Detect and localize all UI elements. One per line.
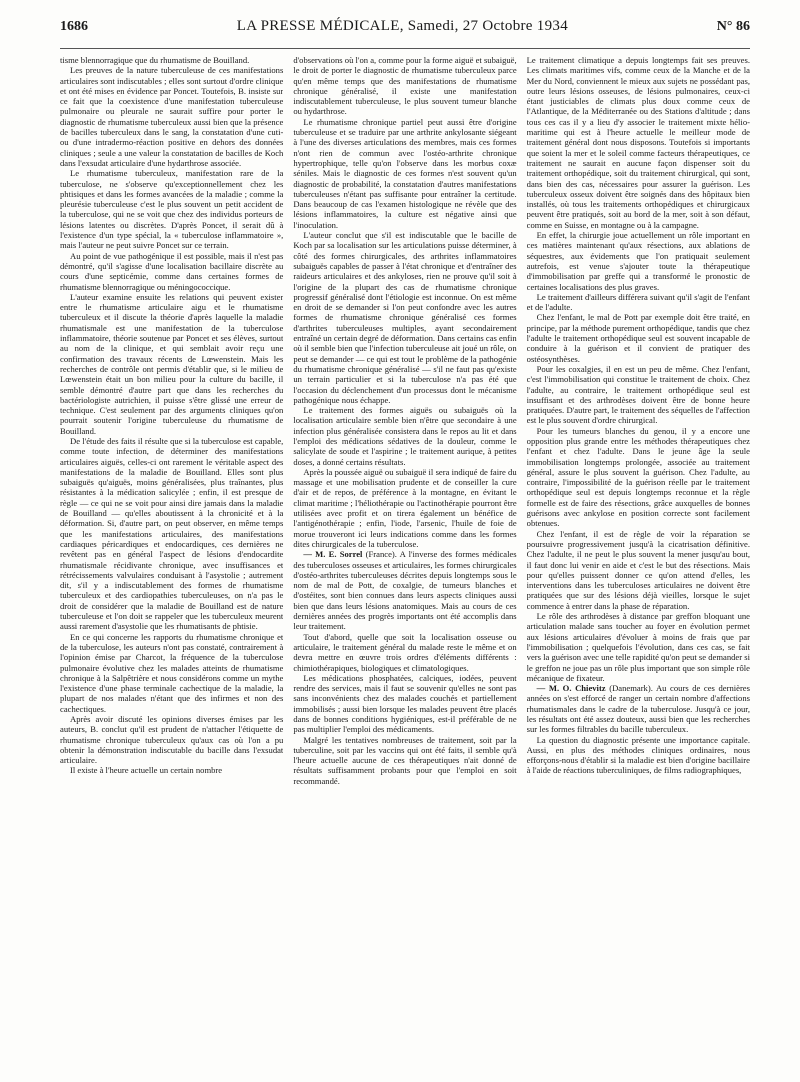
paragraph-text: Chez l'enfant, le mal de Pott par exemple doit être traité, en principe, par la méthode purement orthopédique, tandis que chez l'adulte le traitement orthopédique seul est souvent incapable de conduire à la guérison et il convient de pratiquer des ostéosynthèses.	[526, 312, 750, 364]
paragraph	[527, 529, 750, 611]
paragraph-text: Il existe à l'heure actuelle un certain nombre	[70, 765, 223, 776]
paragraph-text: En effet, la chirurgie joue actuellement un rôle important en ces matières maintenant qu'aux résections, aux ablations de séquestres, aux évidements que l'on pratiquait seulement autrefois, est venue s'ajouter toute la thérapeutique d'immobilisation par greffe qui a transformé le pronostic de certaines localisations des plus graves.	[526, 230, 750, 292]
paragraph	[60, 714, 283, 765]
article-columns	[60, 55, 750, 1069]
paragraph-text: Pour les tumeurs blanches du genou, il y a encore une opposition plus grande entre les méthodes thérapeutiques chez l'enfant et chez l'adulte. Dans le jeune âge la seule immobilisation longtemps prolongée, associée au traitement général, assure le plus souvent la guérison. Chez l'adulte, au contraire, l'impossibilité de la guérison réelle par le traitement orthopédique seul est depuis longtemps reconnue et la règle formelle est de faire des résections, grâce auxquelles de bonnes guérisons avec ankylose en position correcte sont facilement obtenues.	[526, 425, 750, 529]
paragraph	[527, 364, 750, 426]
paragraph-text: (France). A l'inverse des formes médicales des tuberculoses osseuses et articulaires, les formes chirurgicales d'ostéo-arthrites tuberculeuses décrites depuis longtemps sous le nom de mal de Pott, de coxalgie, de tumeurs blanches et d'ostéites, sont bien connues dans leurs aspects cliniques aussi bien que dans leurs lésions anatomiques. Mais au cours de ces dernières années des progrès importants ont été accomplis dans leur traitement.	[293, 549, 517, 632]
paragraph	[60, 765, 283, 775]
paragraph	[527, 55, 750, 230]
masthead: LA PRESSE MÉDICALE, Samedi, 27 Octobre 1934	[236, 18, 568, 34]
paragraph	[293, 117, 516, 230]
author-name: — M. O. Chievitz	[536, 683, 606, 694]
paragraph	[527, 683, 750, 734]
paragraph-text: tisme blennorragique que du rhumatisme de Bouilland.	[60, 55, 250, 65]
paragraph-text: Au point de vue pathogénique il est possible, mais il n'est pas démontré, qu'il s'agisse d'une localisation bacillaire discrète au cours d'une septicémie, comme dans certaines formes de rhumatisme blennorragique ou méningococcique.	[60, 250, 284, 292]
paragraph	[293, 549, 516, 631]
paragraph	[60, 65, 283, 168]
paragraph	[527, 230, 750, 292]
page-number: 1686	[60, 19, 88, 34]
paragraph	[293, 735, 516, 786]
paragraph	[293, 405, 516, 467]
paragraph	[527, 611, 750, 683]
paragraph-text: L'auteur conclut que s'il est indiscutable que le bacille de Koch par sa localisation sur les articulations puisse déterminer, à côté des formes chirurgicales, des arthrites inflammatoires subaiguës capables de passer à l'état chronique et d'entraîner des raideurs articulaires et des ankyloses, rien ne prouve qu'il soit à l'origine de la plupart des cas de rhumatisme chronique progressif généralisé dont l'étiologie est inconnue. On est même en droit de se demander si l'on peut confondre avec les autres formes de rhumatisme chronique généralisé ces formes d'arthrites tuberculeuses multiples, ayant secondairement entraîné un certain degré de déformation. Dans certains cas enfin où il semble bien que l'infection tuberculeuse ait joué un rôle, on peut se demander — ce qui est tout le problème de la pathogénie du rhumatisme chronique généralisé — s'il ne faut pas qu'existe un terrain particulier et si la tuberculose n'a pas été que l'occasion du déclenchement d'un processus dont le mécanisme pathogénique nous échappe.	[293, 230, 517, 405]
issue-number: N° 86	[716, 19, 750, 34]
paragraph-text: Le rhumatisme tuberculeux, manifestation rare de la tuberculose, ne s'observe qu'exceptionnellement chez les phtisiques et dans les formes avancées de la maladie ; comme la pleurésie tuberculeuse c'est le plus souvent un petit accident de la tuberculose, qui ne se voit que chez des individus porteurs de lésions latentes ou discrètes. D'après Poncet, il serait dû à l'existence d'un type spécial, la « tuberculose inflammatoire », mais l'auteur ne peut suivre Poncet sur ce terrain.	[60, 168, 284, 251]
paragraph-text: Le rhumatisme chronique partiel peut aussi être d'origine tuberculeuse et se traduire par une arthrite ankylosante siégeant à l'une des diverses articulations des membres, mais ces formes n'ont rien de commun avec l'ostéo-arthrite chronique hypertrophique, telle qu'on l'observe dans les morbus coxæ séniles. Mais le diagnostic de ces formes n'est souvent qu'un diagnostic de probabilité, la constatation d'autres manifestations tuberculeuses n'étant pas suffisante pour entraîner la certitude. Dans beaucoup de cas l'examen histologique ne révèle que des lésions inflammatoires, la culture est négative ainsi que l'inoculation.	[293, 116, 517, 230]
paragraph	[60, 168, 283, 250]
paragraph	[527, 292, 750, 313]
column-middle	[293, 55, 516, 1069]
paragraph-text: (Danemark). Au cours de ces dernières années on s'est efforcé de ranger un certain nombre d'affections rhumatismales dans le cadre de la tuberculose. Jusqu'à ce jour, les résultats ont été assez douteux, aussi bien que les recherches sur les formes filtrables du bacille tuberculeux.	[526, 683, 750, 735]
paragraph-text: De l'étude des faits il résulte que si la tuberculose est capable, comme toute infection, de déterminer des manifestations articulaires aiguës, celles-ci ont rarement le véritable aspect des manifestations de la maladie de Bouilland. Elles sont plus subaiguës qu'aiguës, moins généralisées, plus traînantes, plus résistantes à la médication salicylée ; enfin, il est presque de règle — ce qui ne se voit pour ainsi dire jamais dans la maladie de Bouilland — qu'elles aboutissent à la chronicité et à la déformation. Si, d'autre part, on peut observer, en même temps que les manifestations articulaires, des manifestations cardiaques péricardiques et endocardiques, ces dernières ne revêtent pas en général l'aspect de lésions d'endocardite rhumatismale récidivante chronique, avec insuffisances et rétrécissements valvulaires conduisant à l'asystolie ; autrement dit, s'il y a indiscutablement des formes de rhumatisme tuberculeux et des cardiopathies tuberculeuses, on n'a pas le droit de considérer que la maladie de Bouilland est de nature tuberculeuse et l'on doit se rappeler que les tuberculeux meurent aussi rarement d'asystolie que les rhumatisants de phtisie.	[60, 435, 284, 632]
paragraph-text: La question du diagnostic présente une importance capitale. Aussi, en plus des méthodes cliniques ordinaires, nous efforçons-nous d'établir si la maladie est bien d'origine bacillaire à l'aide de réactions tuberculiniques, de films radiographiques,	[526, 734, 750, 776]
paragraph	[293, 230, 516, 405]
paragraph	[60, 436, 283, 632]
paragraph	[293, 55, 516, 117]
paragraph	[293, 673, 516, 735]
paragraph-text: Les preuves de la nature tuberculeuse de ces manifestations articulaires sont indiscutables ; elles sont surtout d'ordre clinique et ont été mises en évidence par Poncet. Toutefois, B. insiste sur ce fait que la coexistence d'une manifestation tuberculeuse pulmonaire ou pleurale ne saurait suffire pour porter le diagnostic de rhumatisme tuberculeux aussi bien que la présence de bacilles tuberculeux dans le sang, la constatation d'une cuti- ou d'une intradermo-réaction positive en dehors des données cliniques ; seule a une valeur la constatation de bacilles de Koch dans l'exsudat articulaire d'une hydarthrose associée.	[60, 65, 284, 168]
paragraph	[293, 467, 516, 549]
paragraph-text: Le traitement des formes aiguës ou subaiguës où la localisation articulaire semble bien n'être que secondaire à une infection plus généralisée consistera dans le repos au lit et dans l'emploi des médications sédatives de la douleur, comme le salicylate de soude et l'aspirine ; le traitement aurique, à petites doses, a donné certains résultats.	[293, 405, 517, 467]
paragraph-text: Après la poussée aiguë ou subaiguë il sera indiqué de faire du massage et une mobilisation prudente et de conseiller la cure d'air et de repos, de préférence à la montagne, en évitant le climat maritime ; l'héliothérapie ou l'actinothérapie pourront être utilisées avec profit et on tirera également un bénéfice de l'antigénothérapie ; enfin, l'iode, l'arsenic, l'huile de foie de morue trouveront ici leurs indications comme dans les formes dites chirurgicales de la tuberculose.	[293, 466, 517, 549]
page-header	[60, 18, 750, 49]
paragraph-text: Pour les coxalgies, il en est un peu de même. Chez l'enfant, c'est l'immobilisation qui constitue le traitement de choix. Chez l'adulte, au contraire, le traitement orthopédique seul est insuffisant et des arthrodèses doivent être de bonne heure pratiquées. D'autre part, le traitement des séquelles de l'affection est le plus souvent d'ordre chirurgical.	[526, 363, 750, 426]
paragraph	[527, 426, 750, 529]
author-name: — M. E. Sorrel	[303, 549, 363, 560]
paragraph-text: Après avoir discuté les opinions diverses émises par les auteurs, B. conclut qu'il est prudent de n'attacher l'étiquette de rhumatisme chronique tuberculeux qu'aux cas où l'on a pu obtenir la démonstration indiscutable du bacille dans l'exsudat articulaire.	[60, 714, 284, 766]
paragraph	[60, 251, 283, 292]
paragraph-text: d'observations où l'on a, comme pour la forme aiguë et subaiguë, le droit de porter le diagnostic de rhumatisme tuberculeux parce qu'en même temps que des manifestations de rhumatisme chronique généralisé, il existe une manifestation indiscutablement tuberculeuse, le plus souvent tumeur blanche ou hydarthrose.	[293, 55, 517, 117]
paragraph	[60, 292, 283, 436]
paragraph-text: Tout d'abord, quelle que soit la localisation osseuse ou articulaire, le traitement général du malade reste le même et on devra mettre en œuvre trois ordres d'éléments différents : chimiothérapiques, biologiques et climatologiques.	[293, 631, 517, 673]
paragraph-text: L'auteur examine ensuite les relations qui peuvent exister entre le rhumatisme articulaire aigu et le rhumatisme tuberculeux et il discute la théorie d'après laquelle la maladie rhumatismale est une manifestation de la tuberculose inflammatoire, théorie soutenue par Poncet et ses élèves, surtout au nom de la clinique, et qui semblait avoir reçu une confirmation des travaux récents de Lœwenstein. Mais les recherches de contrôle ont permis d'établir que, si le milieu de Lœwenstein était un bon milieu pour la culture du bacille, il semble démontré d'autre part que dans les recherches du bactériologiste autrichien, il puisse s'être glissé une erreur de technique. C'est seulement par des arguments cliniques qu'on pourrait soutenir l'origine tuberculeuse du rhumatisme de Bouilland.	[60, 291, 284, 436]
paragraph	[60, 55, 283, 65]
paragraph-text: Le traitement climatique a depuis longtemps fait ses preuves. Les climats maritimes vifs, comme ceux de la Manche et de la Mer du Nord, conviennent le mieux aux sujets ne possédant pas, outre leurs lésions osseuses, de lésions pulmonaires, ceux-ci étant justiciables de climats plus doux comme ceux de l'Atlantique, de la Méditerranée ou des Stations d'altitude ; dans tous ces cas il y a lieu d'y associer le traitement mixte hélio-maritime qui est à l'heure actuelle le meilleur mode de traitement général dont nous disposons. Toutefois si importants que soient la mer et le soleil comme facteurs thérapeutiques, ce traitement ne saurait en aucune façon dispenser soit du traitement orthopédique, soit du traitement chirurgical, qui sont, dans bien des cas, nécessaires pour assurer la guérison. Les tuberculeux osseux doivent être soignés dans des hôpitaux bien installés, où tous les traitements orthopédiques et chirurgicaux peuvent être pratiqués, soit au bord de la mer, soit à son défaut, comme en Suisse, en montagne ou à la campagne.	[526, 55, 750, 230]
paragraph-text: En ce qui concerne les rapports du rhumatisme chronique et de la tuberculose, les auteurs n'ont pas constaté, contrairement à l'opinion émise par Charcot, la fréquence de la tuberculose pulmonaire évolutive chez les malades atteints de rhumatisme chronique à la Salpêtrière et nous considérons comme un mythe l'existence d'une phase terminale cachectique de la maladie, la plupart de nos malades n'étant que des infirmes et non des cachectiques.	[60, 631, 284, 714]
paragraph	[527, 312, 750, 363]
paragraph	[527, 735, 750, 776]
column-left	[60, 55, 283, 1069]
paragraph-text: Le traitement d'ailleurs différera suivant qu'il s'agit de l'enfant et de l'adulte.	[526, 291, 750, 313]
paragraph-text: Malgré les tentatives nombreuses de traitement, soit par la tuberculine, soit par les vaccins qui ont été faits, il semble qu'à l'heure actuelle aucune de ces thérapeutiques n'ait donné de résultats suffisamment probants pour que l'emploi en soit recommandé.	[293, 734, 517, 786]
paragraph	[60, 632, 283, 714]
paragraph	[293, 632, 516, 673]
paragraph-text: Les médications phosphatées, calciques, iodées, peuvent rendre des services, mais il faut se souvenir qu'elles ne sont pas sans inconvénients chez des malades couchés et partiellement immobilisés ; aussi bien lorsque les malades peuvent être placés dans de bonnes conditions hygiéniques, est-il préférable de ne pas multiplier l'emploi des médicaments.	[293, 672, 517, 735]
column-right	[527, 55, 750, 1069]
paragraph-text: Le rôle des arthrodèses à distance par greffon bloquant une articulation malade sans toucher au foyer en évolution permet aux lésions articulaires d'évoluer à moins de frais que par l'immobilisation ; quelquefois l'évolution, dans ces cas, se fait vers la guérison avec une telle rapidité qu'on peut se demander si le greffon ne joue pas un rôle plus important que son simple rôle mécanique de fixateur.	[526, 611, 750, 683]
paragraph-text: Chez l'enfant, il est de règle de voir la réparation se poursuivre progressivement jusqu'à la cicatrisation définitive. Chez l'adulte, il ne peut le plus souvent la mener jusqu'au bout, il faut donc lui venir en aide et c'est le but des résections. Mais pour qu'elles puissent donner ce qu'on attend d'elles, les interventions dans les tuberculoses articulaires ne doivent être pratiquées que sur des lésions déjà vieilles, lorsque le sujet commence à entrer dans la phase de réparation.	[526, 528, 750, 611]
